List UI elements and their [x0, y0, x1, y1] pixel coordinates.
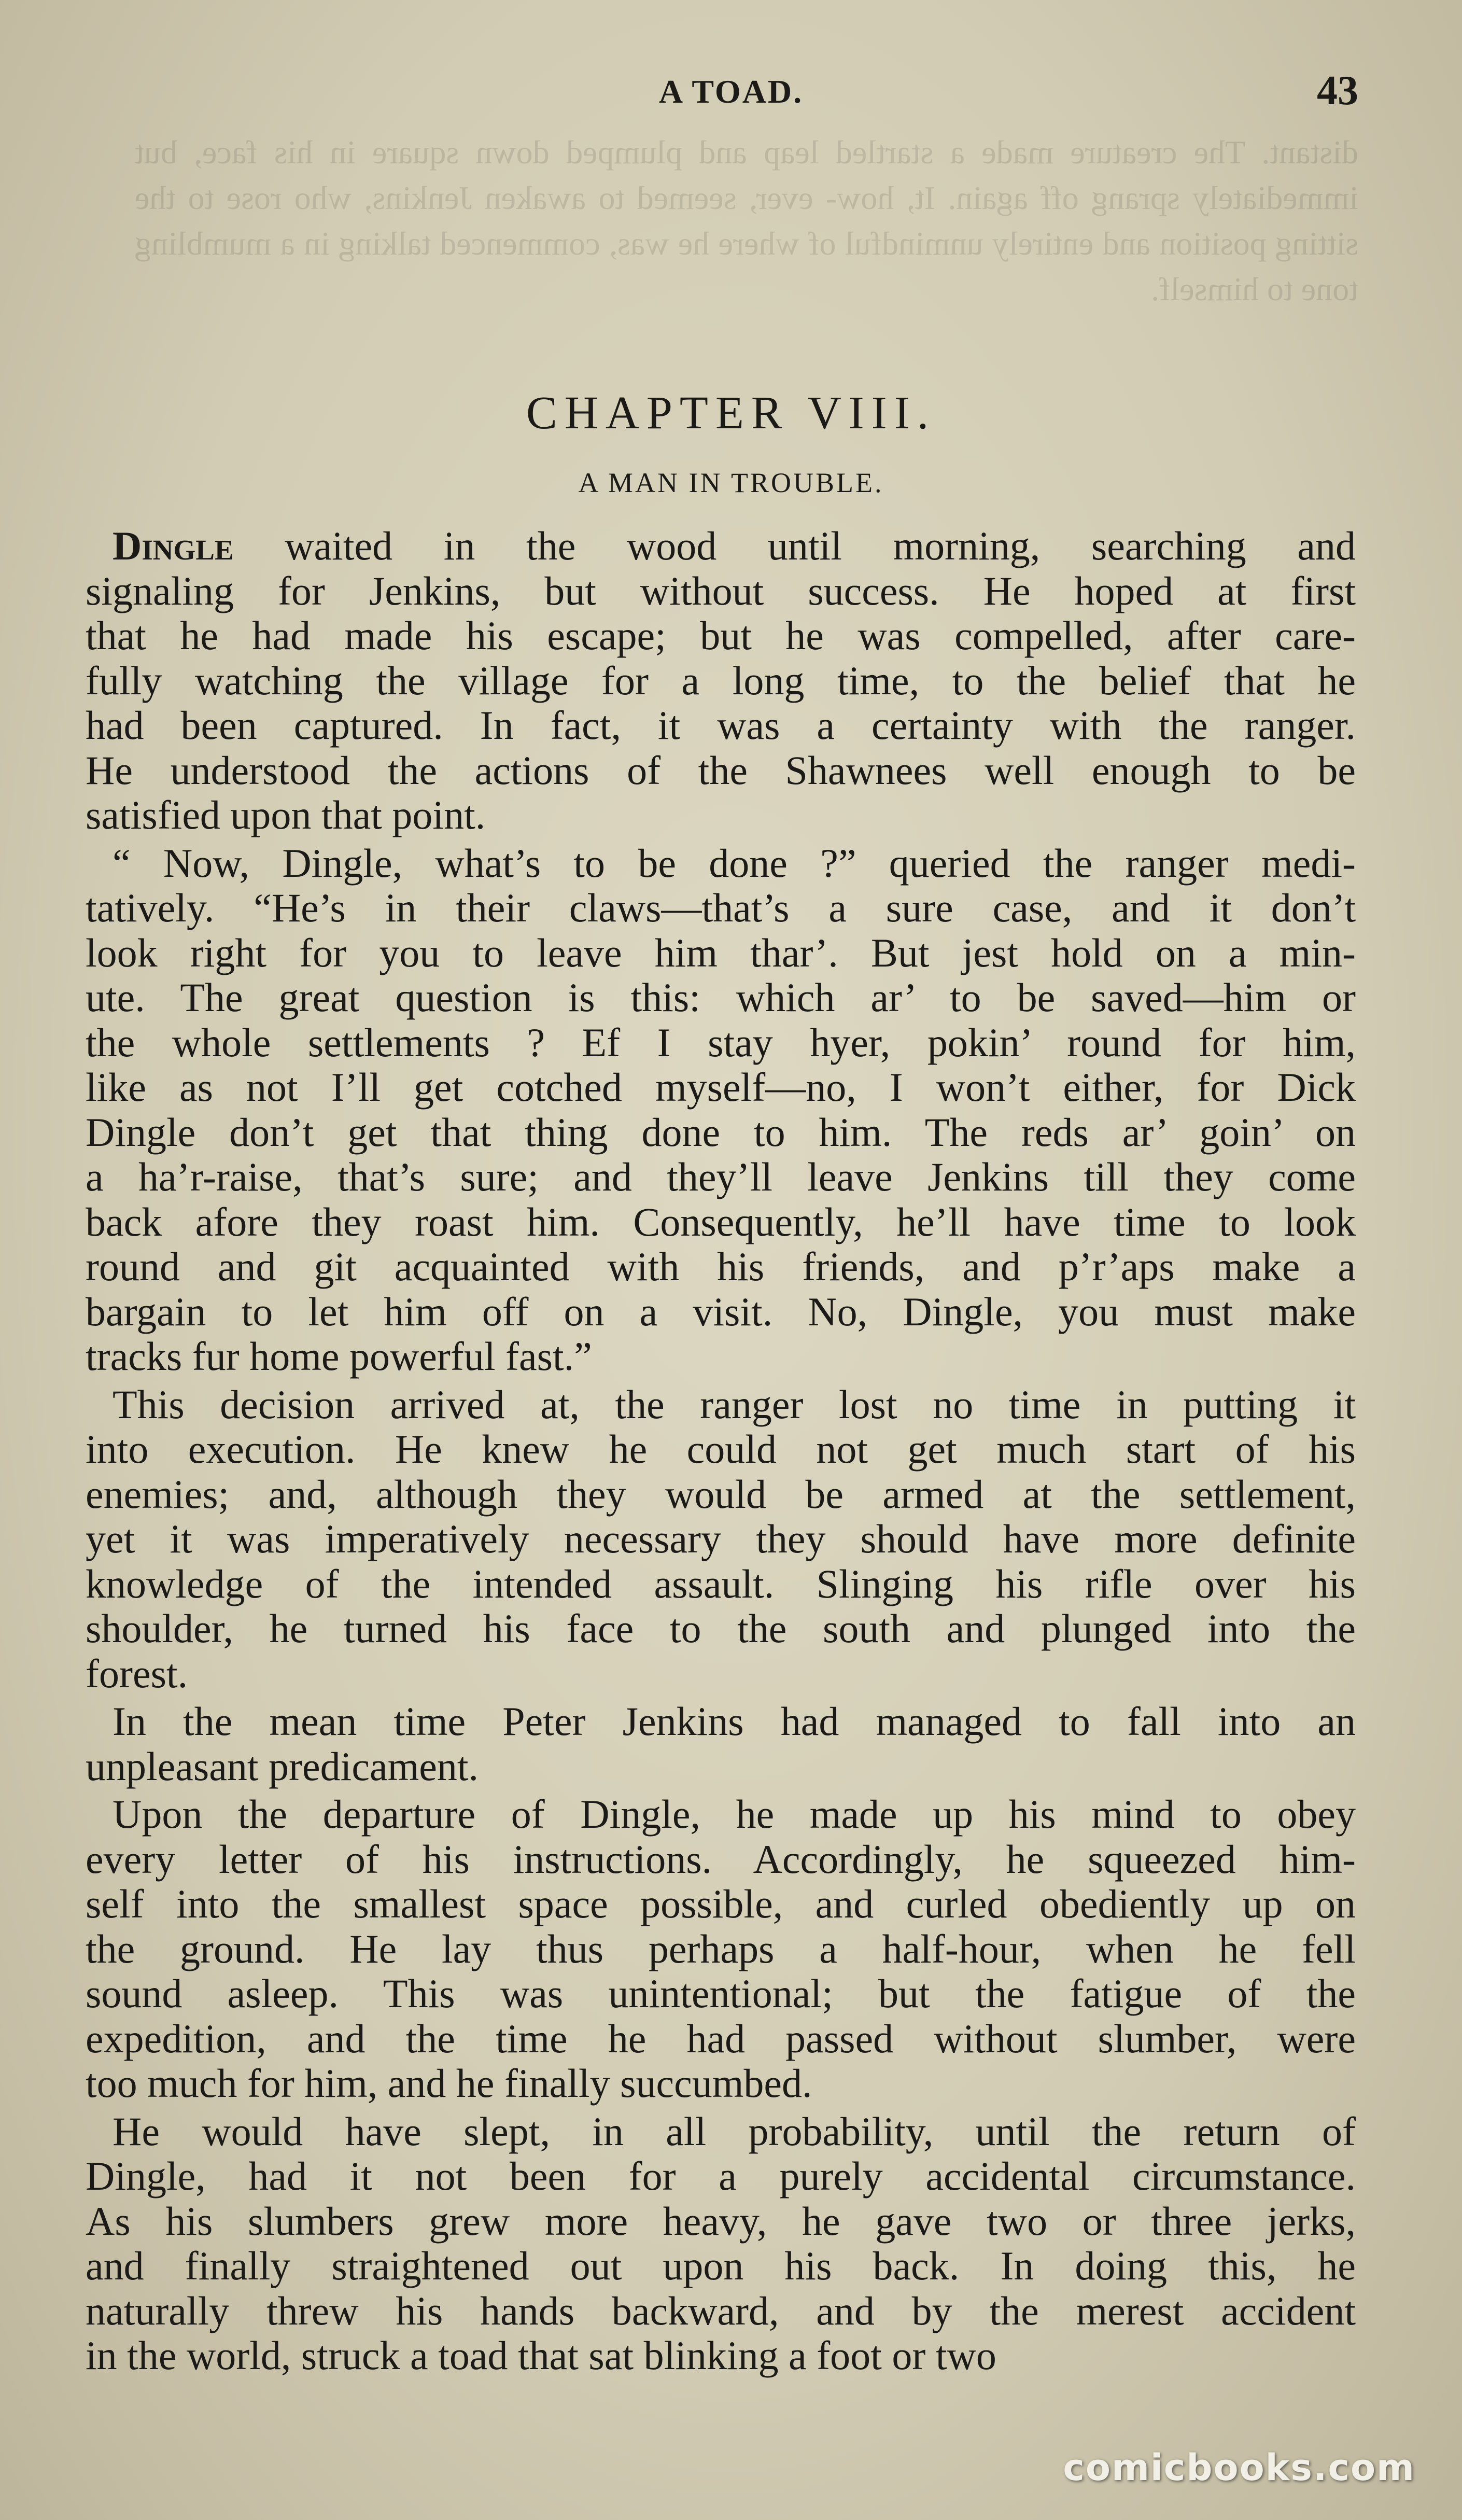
text-line: round and git acquainted with his friends, and p’r’aps make a	[86, 1244, 1356, 1289]
text-line: knowledge of the intended assault. Slinging his rifle over his	[86, 1561, 1356, 1606]
paragraph	[86, 1382, 1356, 1697]
text-line: naturally threw his hands backward, and by the merest accident	[86, 2288, 1356, 2333]
text-line: that he had made his escape; but he was compelled, after care-	[86, 613, 1356, 658]
text-line: too much for him, and he finally succumbed.	[86, 2061, 812, 2106]
text-line: a ha’r-raise, that’s sure; and they’ll leave Jenkins till they come	[86, 1154, 1356, 1199]
text-line: As his slumbers grew more heavy, he gave two or three jerks,	[86, 2198, 1356, 2244]
text-line: sound asleep. This was unintentional; but the fatigue of the	[86, 1971, 1356, 2016]
text-line: signaling for Jenkins, but without success. He hoped at first	[86, 568, 1356, 613]
text-line: had been captured. In fact, it was a certainty with the ranger.	[86, 703, 1356, 748]
text-line: bargain to let him off on a visit. No, Dingle, you must make	[86, 1289, 1356, 1334]
text-line: forest.	[86, 1650, 188, 1696]
text-line: yet it was imperatively necessary they should have more definite	[86, 1516, 1356, 1561]
text-line: unpleasant predicament.	[86, 1743, 479, 1789]
text-line: self into the smallest space possible, and curled obediently up on	[86, 1881, 1356, 1926]
text-line: into execution. He knew he could not get much start of his	[86, 1426, 1356, 1472]
text-line: Dingle don’t get that thing done to him. The reds ar’ goin’ on	[86, 1109, 1356, 1155]
text-line: enemies; and, although they would be armed at the settlement,	[86, 1471, 1356, 1517]
paragraph	[86, 2109, 1356, 2378]
text-line: the ground. He lay thus perhaps a half-hour, when he fell	[86, 1926, 1356, 1971]
lead-word: Dingle	[113, 523, 234, 568]
bleed-through-text: distant. The creature made a startled leap and plumped down square in his face, but immediately sprang off again. It, how- ever, seemed to awaken Jenkins, who rose to the sitting position and entirely unmindful of where he was, commenced talking in a mumbling tone to himself.	[135, 134, 1358, 307]
text-line: He understood the actions of the Shawnees well enough to be	[86, 747, 1356, 793]
text-line: expedition, and the time he had passed without slumber, were	[86, 2015, 1356, 2061]
running-title: A TOAD.	[658, 73, 804, 110]
text-line: Dingle, had it not been for a purely accidental circumstance.	[86, 2153, 1356, 2199]
chapter-subtitle: A MAN IN TROUBLE.	[578, 467, 884, 498]
text-line: in the world, struck a toad that sat blinking a foot or two	[86, 2333, 996, 2378]
watermark: comicbooks.com	[1063, 2446, 1415, 2489]
paragraph	[86, 524, 1356, 838]
text-line: look right for you to leave him thar’. But jest hold on a min-	[86, 930, 1356, 975]
body-text	[86, 524, 1356, 2382]
text-line: satisfied upon that point.	[86, 792, 486, 837]
text-line: tatively. “He’s in their claws—that’s a sure case, and it don’t	[86, 885, 1356, 930]
running-head	[0, 57, 1462, 119]
text-line: “ Now, Dingle, what’s to be done ?” queried the ranger medi-	[113, 840, 1356, 886]
text-line: every letter of his instructions. Accordingly, he squeezed him-	[86, 1836, 1356, 1882]
text-line: and finally straightened out upon his back. In doing this, he	[86, 2243, 1356, 2288]
text-line: shoulder, he turned his face to the south and plunged into the	[86, 1606, 1356, 1651]
text-line: This decision arrived at, the ranger lost no time in putting it	[113, 1381, 1356, 1427]
paragraph	[86, 1792, 1356, 2106]
text-line: tracks fur home powerful fast.”	[86, 1334, 592, 1379]
chapter-title: CHAPTER VIII.	[526, 387, 936, 439]
text-line: Dingle waited in the wood until morning, searching and	[113, 523, 1356, 568]
text-line: like as not I’ll get cotched myself—no, I won’t either, for Dick	[86, 1065, 1356, 1110]
text-line: In the mean time Peter Jenkins had managed to fall into an	[113, 1699, 1356, 1744]
text-line: Upon the departure of Dingle, he made up his mind to obey	[113, 1791, 1356, 1837]
paragraph	[86, 1699, 1356, 1789]
paragraph	[86, 841, 1356, 1379]
page-number: 43	[1317, 68, 1358, 114]
text-line: fully watching the village for a long time, to the belief that he	[86, 657, 1356, 703]
text-line: back afore they roast him. Consequently, he’ll have time to look	[86, 1199, 1356, 1244]
text-line: ute. The great question is this: which ar’ to be saved—him or	[86, 975, 1356, 1020]
text-line: He would have slept, in all probability, until the return of	[113, 2108, 1356, 2154]
text-line: the whole settlements ? Ef I stay hyer, pokin’ round for him,	[86, 1019, 1356, 1065]
